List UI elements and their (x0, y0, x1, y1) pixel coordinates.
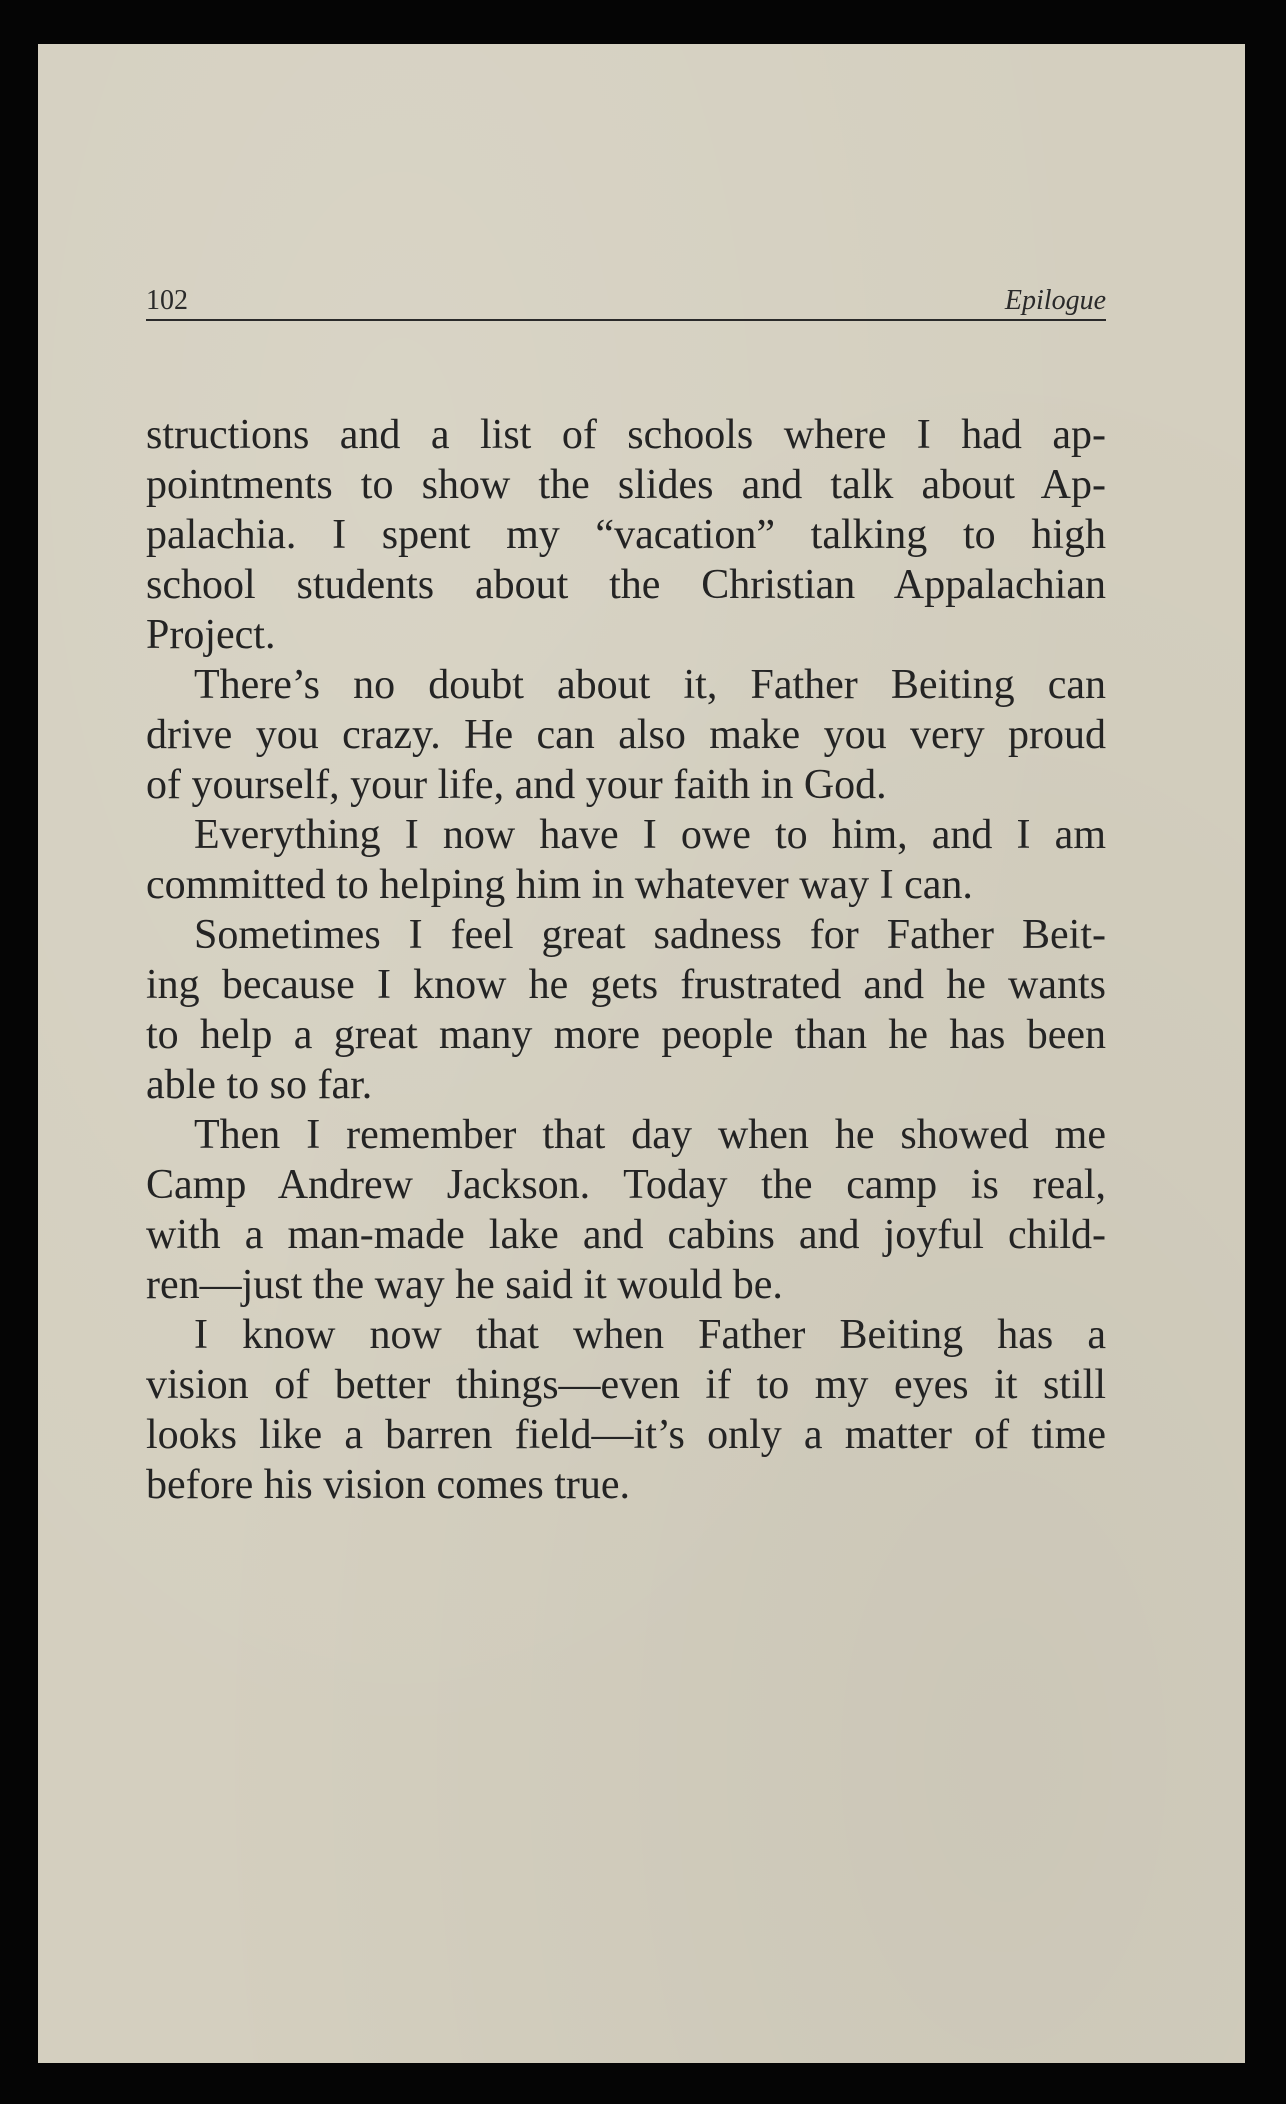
text-line: ren—just the way he said it would be. (146, 1262, 783, 1308)
text-line: Then I remember that day when he showed me (194, 1112, 1106, 1158)
text-line: Everything I now have I owe to him, and I am (194, 812, 1106, 858)
text-line: looks like a barren field—it’s only a matter of time (146, 1412, 1106, 1458)
text-line: Camp Andrew Jackson. Today the camp is real, (146, 1162, 1106, 1208)
book-page (38, 44, 1245, 2063)
text-line: ing because I know he gets frustrated and he wants (146, 962, 1106, 1008)
text-line: Project. (146, 612, 276, 658)
text-line: committed to helping him in whatever way I can. (146, 862, 973, 908)
text-line: school students about the Christian Appalachian (146, 562, 1106, 608)
text-line: vision of better things—even if to my eyes it still (146, 1362, 1106, 1408)
text-line: able to so far. (146, 1062, 373, 1108)
text-line: with a man-made lake and cabins and joyful child- (146, 1212, 1106, 1258)
text-line: drive you crazy. He can also make you very proud (146, 712, 1106, 758)
text-line: structions and a list of schools where I had ap- (146, 412, 1106, 458)
text-line: of yourself, your life, and your faith in God. (146, 762, 887, 808)
page-number: 102 (146, 285, 188, 316)
text-line: pointments to show the slides and talk about Ap- (146, 462, 1106, 508)
text-line: I know now that when Father Beiting has a (194, 1312, 1106, 1358)
text-line: Sometimes I feel great sadness for Father Beit- (194, 912, 1106, 958)
text-line: There’s no doubt about it, Father Beiting can (194, 662, 1106, 708)
text-line: palachia. I spent my “vacation” talking to high (146, 512, 1106, 558)
body-text (146, 410, 1106, 1510)
running-head (146, 279, 1106, 321)
section-title: Epilogue (1004, 285, 1106, 316)
text-line: to help a great many more people than he has been (146, 1012, 1106, 1058)
text-line: before his vision comes true. (146, 1462, 631, 1508)
